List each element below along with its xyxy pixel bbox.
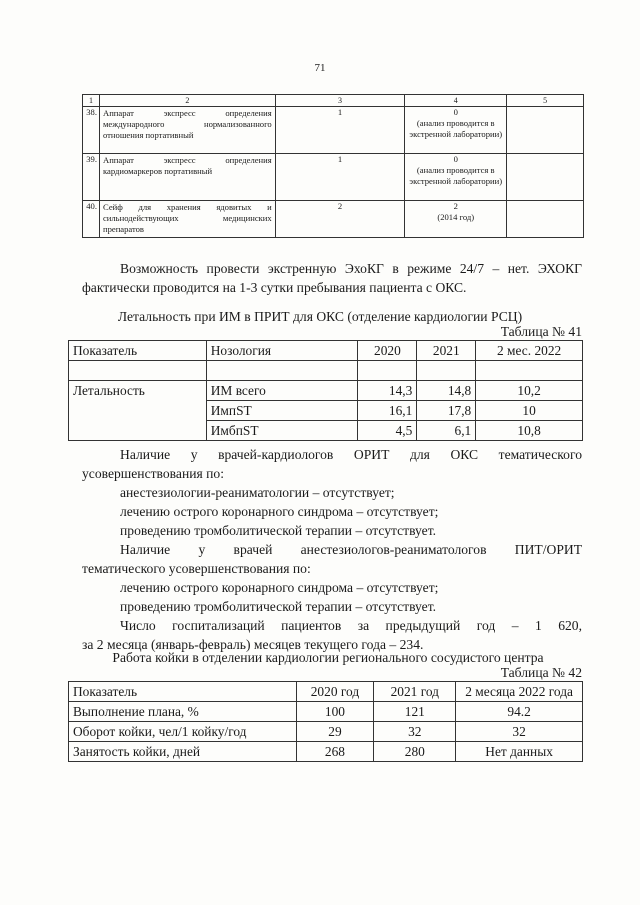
value-2021: 280 — [374, 742, 456, 762]
table-row — [83, 107, 584, 154]
indicator-cell: Оборот койки, чел/1 койку/год — [69, 722, 297, 742]
value-2022: 10,2 — [476, 381, 583, 401]
equipment-header-cell: 3 — [275, 95, 405, 107]
actual-qty — [405, 154, 507, 201]
row-number: 39. — [83, 154, 100, 201]
actual-qty — [405, 107, 507, 154]
value-2022: 10 — [476, 401, 583, 421]
beds-header-row — [69, 682, 583, 702]
table-row — [69, 702, 583, 722]
beds-caption: Работа койки в отделении кардиологии регионального сосудистого центра — [112, 650, 544, 665]
table-row — [83, 154, 584, 201]
equipment-name: Аппарат экспресс определения международного нормализованного отношения портативный — [99, 107, 275, 154]
note-cell — [507, 154, 584, 201]
header-cell: 2 месяца 2022 года — [456, 682, 583, 702]
nosology-cell: ИМ всего — [206, 381, 358, 401]
text-line: проведению тромболитической терапии – отсутствует. — [120, 599, 437, 614]
header-cell: Нозология — [206, 341, 358, 361]
required-qty: 2 — [275, 201, 405, 238]
note-cell — [507, 201, 584, 238]
value-2021: 14,8 — [417, 381, 476, 401]
text-line: Наличие у врачей-кардиологов ОРИТ для ОКС тематического — [120, 447, 582, 462]
text-line: лечению острого коронарного синдрома – отсутствует; — [120, 504, 439, 519]
header-cell: 2020 — [358, 341, 417, 361]
value-2021: 17,8 — [417, 401, 476, 421]
value-2022: Нет данных — [456, 742, 583, 762]
empty-cell — [476, 361, 583, 381]
mortality-table-number: Таблица № 41 — [500, 324, 582, 339]
table-row — [69, 722, 583, 742]
empty-cell — [69, 361, 207, 381]
header-cell: Показатель — [69, 341, 207, 361]
echo-paragraph-line: фактически проводится на 1-3 сутки пребывания пациента с ОКС. — [82, 280, 467, 295]
header-cell: 2020 год — [296, 682, 374, 702]
value-2020: 268 — [296, 742, 374, 762]
empty-cell — [417, 361, 476, 381]
mortality-caption: Летальность при ИМ в ПРИТ для ОКС (отделение кардиологии РСЦ) — [117, 309, 523, 324]
equipment-header-cell: 5 — [507, 95, 584, 107]
value-2021: 6,1 — [417, 421, 476, 441]
equipment-header-cell: 1 — [83, 95, 100, 107]
value-2020: 14,3 — [358, 381, 417, 401]
value-2022: 10,8 — [476, 421, 583, 441]
required-qty: 1 — [275, 154, 405, 201]
empty-cell — [358, 361, 417, 381]
text-line: Число госпитализаций пациентов за предыдущий год – 1 620, — [120, 618, 582, 633]
text-line: тематического усовершенствования по: — [82, 561, 311, 576]
value-2021: 32 — [374, 722, 456, 742]
header-cell: 2021 — [417, 341, 476, 361]
table-row — [69, 381, 583, 401]
nosology-cell: ИмбпST — [206, 421, 358, 441]
nosology-cell: ИмпST — [206, 401, 358, 421]
empty-cell — [206, 361, 358, 381]
actual-qty-note: (анализ проводится в экстренной лаборатории) — [409, 165, 503, 186]
value-2020: 16,1 — [358, 401, 417, 421]
text-line: за 2 месяца (январь-февраль) месяцев текущего года – 234. — [82, 637, 424, 652]
actual-qty — [405, 201, 507, 238]
row-number: 38. — [83, 107, 100, 154]
text-line: Наличие у врачей анестезиологов-реаниматологов ПИТ/ОРИТ — [120, 542, 582, 557]
required-qty: 1 — [275, 107, 405, 154]
equipment-table — [82, 94, 584, 238]
beds-table-number: Таблица № 42 — [500, 665, 582, 680]
value-2022: 94.2 — [456, 702, 583, 722]
value-2020: 29 — [296, 722, 374, 742]
row-number: 40. — [83, 201, 100, 238]
text-line: усовершенствования по: — [82, 466, 224, 481]
equipment-header-cell: 4 — [405, 95, 507, 107]
actual-qty-note: (2014 год) — [437, 212, 475, 222]
table-row — [69, 742, 583, 762]
text-line: лечению острого коронарного синдрома – отсутствует; — [120, 580, 439, 595]
page-number: 71 — [314, 62, 326, 74]
value-2020: 4,5 — [358, 421, 417, 441]
equipment-header-cell: 2 — [99, 95, 275, 107]
header-cell: 2 мес. 2022 — [476, 341, 583, 361]
actual-qty-value: 0 — [453, 107, 458, 117]
actual-qty-value: 0 — [453, 154, 458, 164]
indicator-cell: Летальность — [69, 381, 207, 441]
value-2022: 32 — [456, 722, 583, 742]
mortality-table — [68, 340, 583, 441]
header-cell: 2021 год — [374, 682, 456, 702]
echo-paragraph-line: Возможность провести экстренную ЭхоКГ в режиме 24/7 – нет. ЭХОКГ — [120, 261, 582, 276]
value-2020: 100 — [296, 702, 374, 722]
equipment-name: Аппарат экспресс определения кардиомаркеров портативный — [99, 154, 275, 201]
actual-qty-value: 2 — [453, 201, 458, 211]
equipment-header-row — [83, 95, 584, 107]
indicator-cell: Занятость койки, дней — [69, 742, 297, 762]
value-2021: 121 — [374, 702, 456, 722]
actual-qty-note: (анализ проводится в экстренной лаборатории) — [409, 118, 503, 139]
note-cell — [507, 107, 584, 154]
text-line: анестезиологии-реаниматологии – отсутствует; — [120, 485, 395, 500]
indicator-cell: Выполнение плана, % — [69, 702, 297, 722]
header-cell: Показатель — [69, 682, 297, 702]
equipment-name: Сейф для хранения ядовитых и сильнодействующих медицинских препаратов — [99, 201, 275, 238]
table-row — [69, 361, 583, 381]
table-row — [83, 201, 584, 238]
mortality-header-row — [69, 341, 583, 361]
beds-table — [68, 681, 583, 762]
text-line: проведению тромболитической терапии – отсутствует. — [120, 523, 437, 538]
